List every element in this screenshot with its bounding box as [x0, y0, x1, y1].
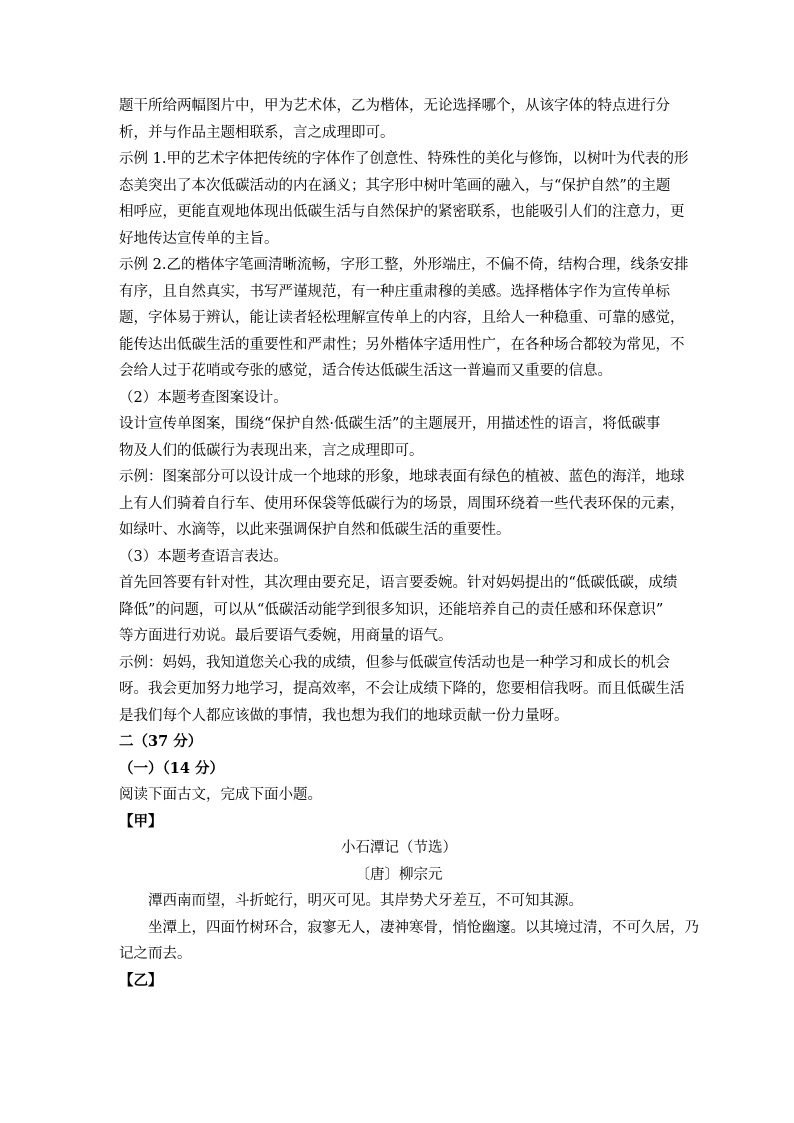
passage-paragraph: 潭西南而望，斗折蛇行，明灭可见。其岸势犬牙差互，不可知其源。 [148, 893, 583, 909]
question-part-3-heading: （3）本题考查语言表达。 [119, 548, 288, 565]
text-line: 态美突出了本次低碳活动的内在涵义；其字形中树叶笔画的融入，与“保护自然”的主题 [119, 177, 671, 194]
text-line: 如绿叶、水滴等，以此来强调保护自然和低碳生活的重要性。 [119, 522, 511, 538]
text-line: 示例：妈妈，我知道您关心我的成绩，但参与低碳宣传活动也是一种学习和成长的机会 [119, 654, 670, 671]
text-line: 是我们每个人都应该做的事情，我也想为我们的地球贡献一份力量呀。 [119, 707, 569, 724]
question-part-2-heading: （2）本题考查图案设计。 [119, 389, 288, 406]
instruction-text: 阅读下面古文，完成下面小题。 [119, 787, 322, 803]
passage-author: 〔唐〕柳宗元 [355, 866, 443, 883]
text-line: 首先回答要有针对性，其次理由要充足，语言要委婉。针对妈妈提出的“低碳低碳，成绩 [119, 575, 678, 591]
passage-paragraph-continued: 记之而去。 [119, 946, 192, 962]
text-line: 析，并与作品主题相联系，言之成理即可。 [119, 124, 395, 141]
section-two-heading: 二（37 分） [119, 733, 203, 750]
text-line: 题，字体易于辨认，能让读者轻松理解宣传单上的内容，且给人一种稳重、可靠的感觉， [119, 310, 685, 326]
text-line: 示例 1.甲的艺术字体把传统的字体作了创意性、特殊性的美化与修饰，以树叶为代表的形 [119, 151, 689, 167]
text-line: 题干所给两幅图片中，甲为艺术体，乙为楷体，无论选择哪个，从该字体的特点进行分 [119, 98, 670, 114]
text-line: 好地传达宣传单的主旨。 [119, 230, 279, 247]
passage-title: 小石潭记（节选） [341, 840, 457, 856]
passage-a-label: 【甲】 [119, 812, 163, 830]
text-line: 物及人们的低碳行为表现出来，言之成理即可。 [119, 442, 424, 459]
text-line: 等方面进行劝说。最后要语气委婉，用商量的语气。 [119, 628, 453, 644]
text-line: 示例：图案部分可以设计成一个地球的形象，地球表面有绿色的植被、蓝色的海洋，地球 [119, 469, 685, 485]
subsection-one-heading: （一）（14 分） [119, 759, 224, 777]
passage-b-label: 【乙】 [119, 971, 163, 989]
text-line: 设计宣传单图案，围绕“保护自然·低碳生活”的主题展开，用描述性的语言，将低碳事 [119, 416, 661, 432]
text-line: 会给人过于花哨或夸张的感觉，适合传达低碳生活这一普遍而又重要的信息。 [119, 363, 612, 379]
document-body [119, 93, 699, 994]
text-line: 上有人们骑着自行车、使用环保袋等低碳行为的场景，周围环绕着一些代表环保的元素， [119, 495, 685, 512]
text-line: 相呼应，更能直观地体现出低碳生活与自然保护的紧密联系，也能吸引人们的注意力，更 [119, 204, 685, 220]
text-line: 示例 2.乙的楷体字笔画清晰流畅，字形工整，外形端庄，不偏不倚，结构合理，线条安排 [119, 257, 689, 273]
text-line: 降低”的问题，可以从“低碳活动能学到很多知识，还能培养自己的责任感和环保意识” [119, 601, 664, 618]
text-line: 呀。我会更加努力地学习，提高效率，不会让成绩下降的，您要相信我呀。而且低碳生活 [119, 681, 685, 697]
text-line: 有序，且自然真实，书写严谨规范，有一种庄重肃穆的美感。选择楷体字作为宣传单标 [119, 283, 670, 300]
text-line: 能传达出低碳生活的重要性和严肃性；另外楷体字适用性广，在各种场合都较为常见，不 [119, 336, 685, 353]
passage-paragraph: 坐潭上，四面竹树环合，寂寥无人，凄神寒骨，悄怆幽邃。以其境过清，不可久居，乃 [148, 919, 699, 936]
